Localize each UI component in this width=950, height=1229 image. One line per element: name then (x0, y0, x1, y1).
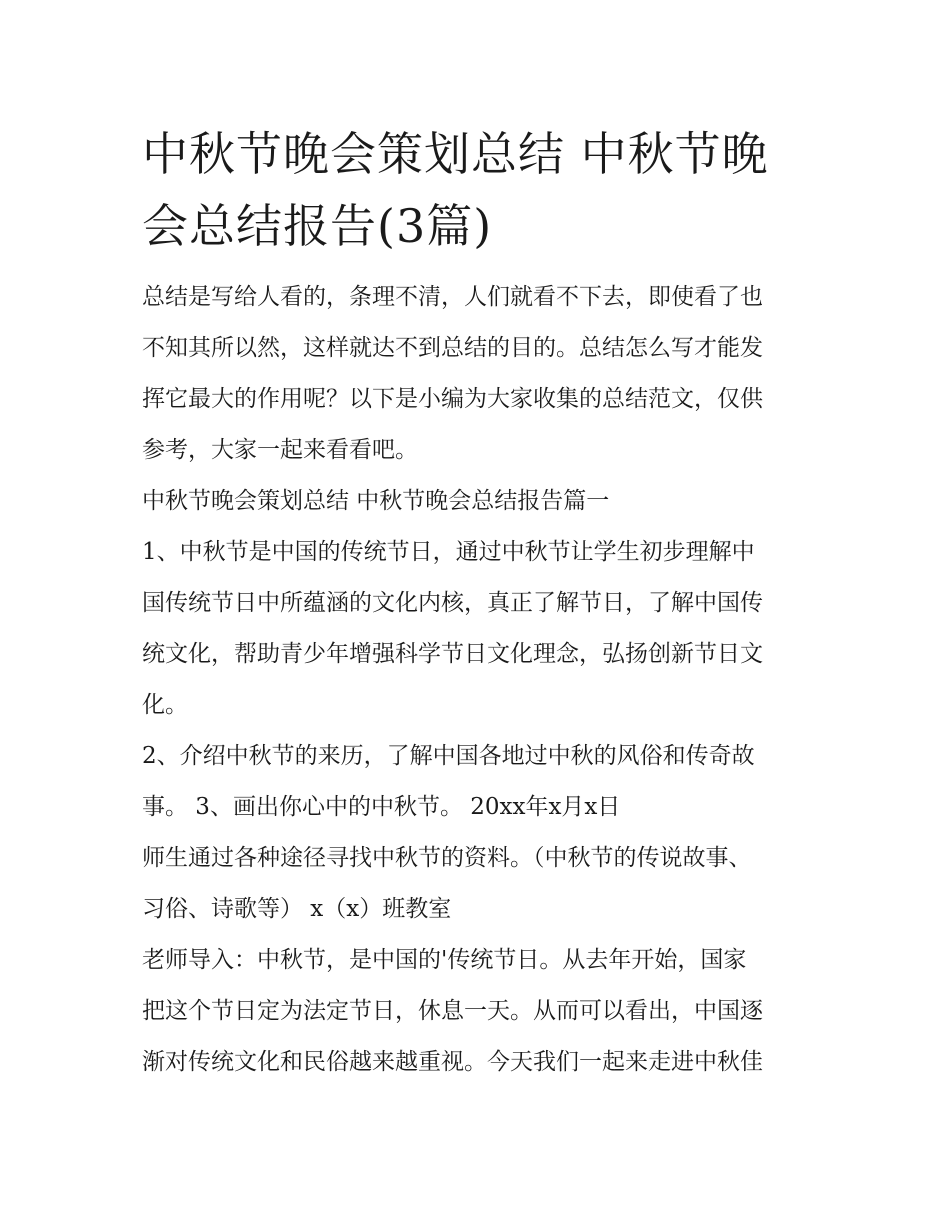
text-line: 习俗、诗歌等） x（x）班教室 (142, 896, 452, 922)
document-title (142, 118, 822, 262)
text-line: 把这个节日定为法定节日，休息一天。从而可以看出，中国逐 (142, 998, 763, 1024)
text-line: 国传统节日中所蕴涵的文化内核，真正了解节日，了解中国传 (142, 590, 763, 616)
intro-paragraph (142, 272, 822, 476)
title-line: 中秋节晚会策划总结 中秋节晚 (142, 127, 769, 181)
text-line: 渐对传统文化和民俗越来越重视。今天我们一起来走进中秋佳 (142, 1049, 763, 1075)
text-line: 中秋节晚会策划总结 中秋节晚会总结报告篇一 (142, 488, 610, 514)
text-line: 总结是写给人看的，条理不清，人们就看不下去，即使看了也 (142, 284, 763, 310)
teacher-intro-paragraph (142, 935, 822, 1088)
text-line: 不知其所以然，这样就达不到总结的目的。总结怎么写才能发 (142, 335, 763, 361)
text-line: 挥它最大的作用呢？以下是小编为大家收集的总结范文，仅供 (142, 386, 763, 412)
text-line: 老师导入：中秋节，是中国的'传统节日。从去年开始，国家 (142, 947, 747, 973)
text-line: 统文化，帮助青少年增强科学节日文化理念，弘扬创新节日文 (142, 641, 763, 667)
text-line: 师生通过各种途径寻找中秋节的资料。（中秋节的传说故事、 (142, 845, 752, 871)
item-2-paragraph (142, 731, 822, 833)
text-line: 事。 3、画出你心中的中秋节。 20xx年x月x日 (142, 794, 621, 820)
text-line: 化。 (142, 692, 188, 718)
text-line: 参考，大家一起来看看吧。 (142, 437, 418, 463)
item-1-paragraph (142, 527, 822, 731)
preparation-paragraph (142, 833, 822, 935)
document-page (142, 118, 822, 1088)
text-line: 1、中秋节是中国的传统节日，通过中秋节让学生初步理解中 (142, 539, 755, 565)
text-line: 2、介绍中秋节的来历，了解中国各地过中秋的风俗和传奇故 (142, 743, 755, 769)
section-heading (142, 476, 822, 527)
title-line: 会总结报告(3篇) (142, 199, 493, 253)
